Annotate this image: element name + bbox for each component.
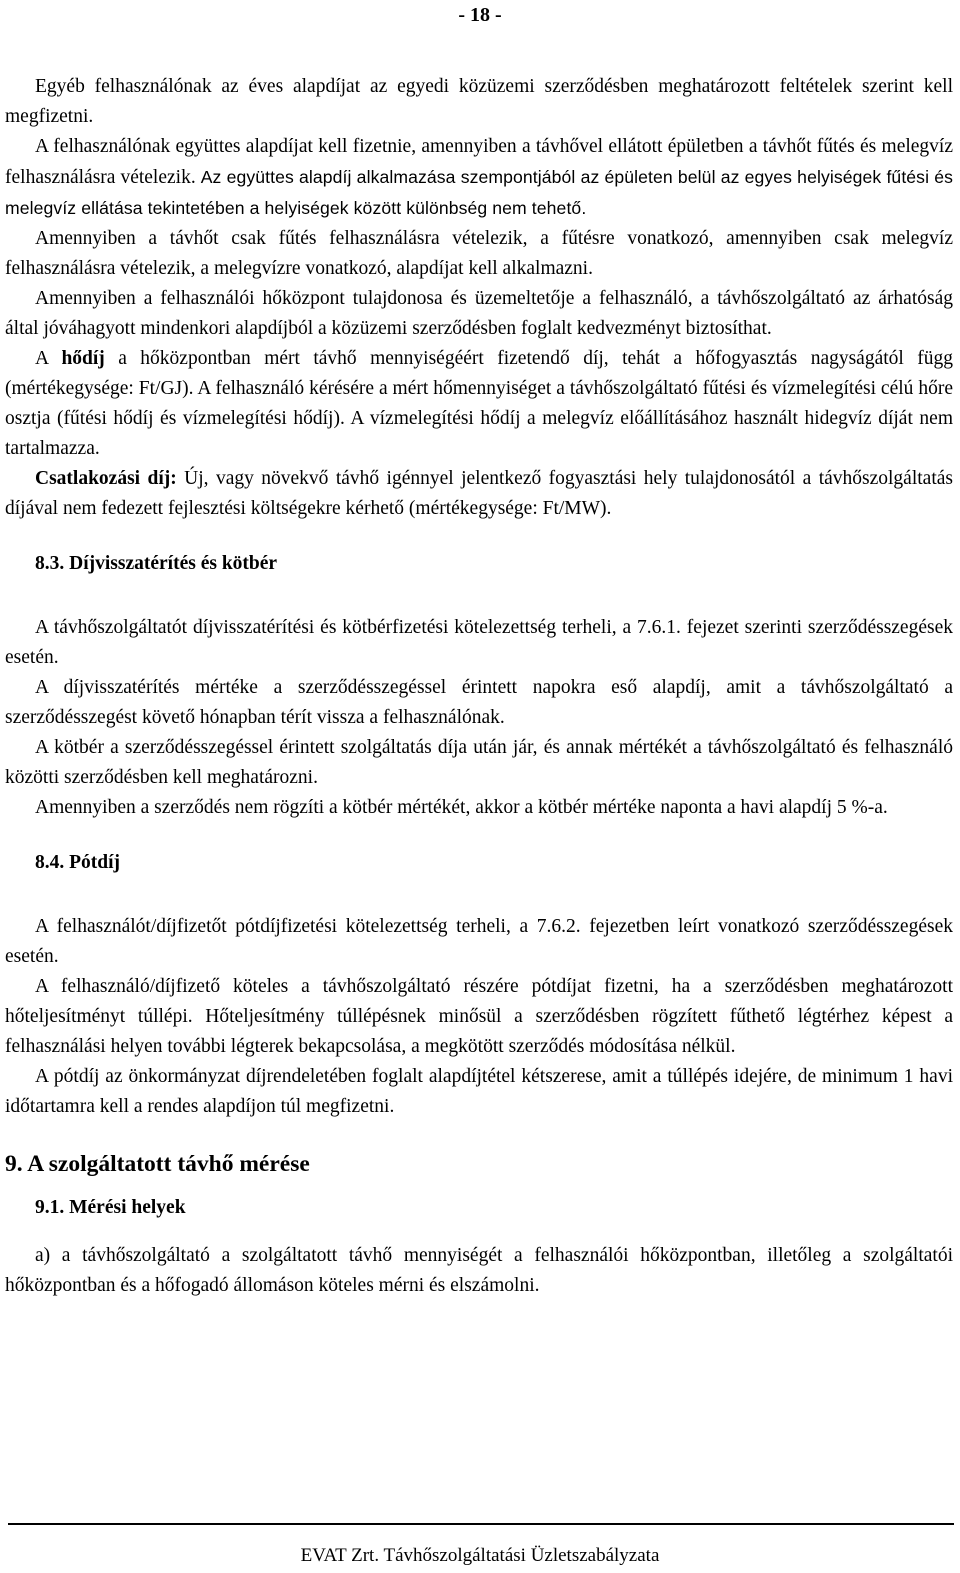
paragraph-user-substation: Amennyiben a felhasználói hőközpont tulajdonosa és üzemeltetője a felhasználó, a távhőszolgáltató az árhatóság által jóváhagyott mindenkori alapdíjból a közüzemi szerződésben foglalt kedvezményt biztosíthat. — [5, 288, 953, 339]
section-8-3-p2: A díjvisszatérítés mértéke a szerződésszegéssel érintett napokra eső alapdíj, amit a távhőszolgáltató a szerződésszegést követő hónapban térít vissza a felhasználónak. — [5, 677, 953, 728]
connection-fee-text: Új, vagy növekvő távhő igénnyel jelentkező fogyasztási hely tulajdonosától a távhőszolgáltatás díjával nem fedezett fejlesztési költségekre kérhető (mértékegysége: Ft/MW). — [5, 468, 953, 519]
heat-fee-text: a hőközpontban mért távhő mennyiségéért fizetendő díj, tehát a hőfogyasztás nagyságától függ (mértékegysége: Ft/GJ). A felhasználó kérésére a mért hőmennyiséget a távhőszolgáltató fűtési és vízmelegítési célú hőre osztja (fűtési hődíj és vízmelegítési hődíj). A vízmelegítési hődíj a melegvíz előállításához használt hidegvíz díját nem tartalmazza. — [5, 348, 953, 459]
paragraph-connection-fee — [5, 464, 953, 524]
section-8-3-p1: A távhőszolgáltatót díjvisszatérítési és kötbérfizetési kötelezettség terheli, a 7.6.1. fejezet szerinti szerződésszegések esetén. — [5, 617, 953, 668]
section-8-4-p1: A felhasználót/díjfizetőt pótdíjfizetési kötelezettség terheli, a 7.6.2. fejezetben leírt vonatkozó szerződésszegések esetén. — [5, 916, 953, 967]
heat-fee-pre: A — [35, 348, 62, 369]
section-8-3-p3: A kötbér a szerződésszegéssel érintett szolgáltatás díja után jár, és annak mértékét a távhőszolgáltató és felhasználó közötti szerződésben kell meghatározni. — [5, 737, 953, 788]
section-8-3-heading: 8.3. Díjvisszatérítés és kötbér — [35, 553, 278, 574]
section-9-heading: 9. A szolgáltatott távhő mérése — [5, 1151, 310, 1177]
section-8-4-p2: A felhasználó/díjfizető köteles a távhőszolgáltató részére pótdíjat fizetni, ha a szerződésben meghatározott hőteljesítményt túllépi. Hőteljesítmény túllépésnek minősül a szerződésben rögzített fűthető légtérhez képest a felhasználási helyen további légterek bekapcsolása, a megkötött szerződés módosítása nélkül. — [5, 976, 953, 1057]
connection-fee-term: Csatlakozási díj: — [35, 468, 177, 489]
section-9-1-p1: a) a távhőszolgáltató a szolgáltatott távhő mennyiségét a felhasználói hőközpontban, illetőleg a szolgáltatói hőközpontban és a hőfogadó állomáson köteles mérni és elszámolni. — [5, 1245, 953, 1296]
page-number: - 18 - — [458, 4, 502, 26]
section-8-4-heading: 8.4. Pótdíj — [35, 852, 121, 873]
joint-base-fee-application-text: Az együttes alapdíj alkalmazása szempontjából az épületen belül az egyes helyiségek fűtési és melegvíz ellátása tekintetében a helyiségek között különbség nem tehető. — [5, 167, 953, 218]
section-8-4-p3: A pótdíj az önkormányzat díjrendeletében foglalt alapdíjtétel kétszerese, amit a túllépés idejére, de minimum 1 havi időtartamra kell a rendes alapdíjon túl megfizetni. — [5, 1066, 953, 1117]
document-body — [5, 72, 953, 1301]
section-9-1-heading: 9.1. Mérési helyek — [35, 1197, 186, 1218]
paragraph-single-use: Amennyiben a távhőt csak fűtés felhasználásra vételezik, a fűtésre vonatkozó, amennyiben csak melegvíz felhasználásra vételezik, a melegvízre vonatkozó, alapdíjat kell alkalmazni. — [5, 228, 953, 279]
paragraph-heat-fee — [5, 344, 953, 464]
paragraph-other-users: Egyéb felhasználónak az éves alapdíjat az egyedi közüzemi szerződésben meghatározott feltételek szerint kell megfizetni. — [5, 76, 953, 127]
joint-base-fee-text: A felhasználónak együttes alapdíjat kell fizetnie, amennyiben a távhővel ellátott épületben a távhőt fűtés és melegvíz felhasználásra vételezik. — [5, 136, 953, 188]
section-8-3-p4: Amennyiben a szerződés nem rögzíti a kötbér mértékét, akkor a kötbér mértéke naponta a havi alapdíj 5 %-a. — [35, 797, 888, 818]
footer-text: EVAT Zrt. Távhőszolgáltatási Üzletszabályzata — [300, 1545, 660, 1566]
heat-fee-term: hődíj — [61, 348, 105, 369]
footer-divider — [8, 1523, 954, 1525]
paragraph-joint-base-fee — [5, 132, 953, 224]
